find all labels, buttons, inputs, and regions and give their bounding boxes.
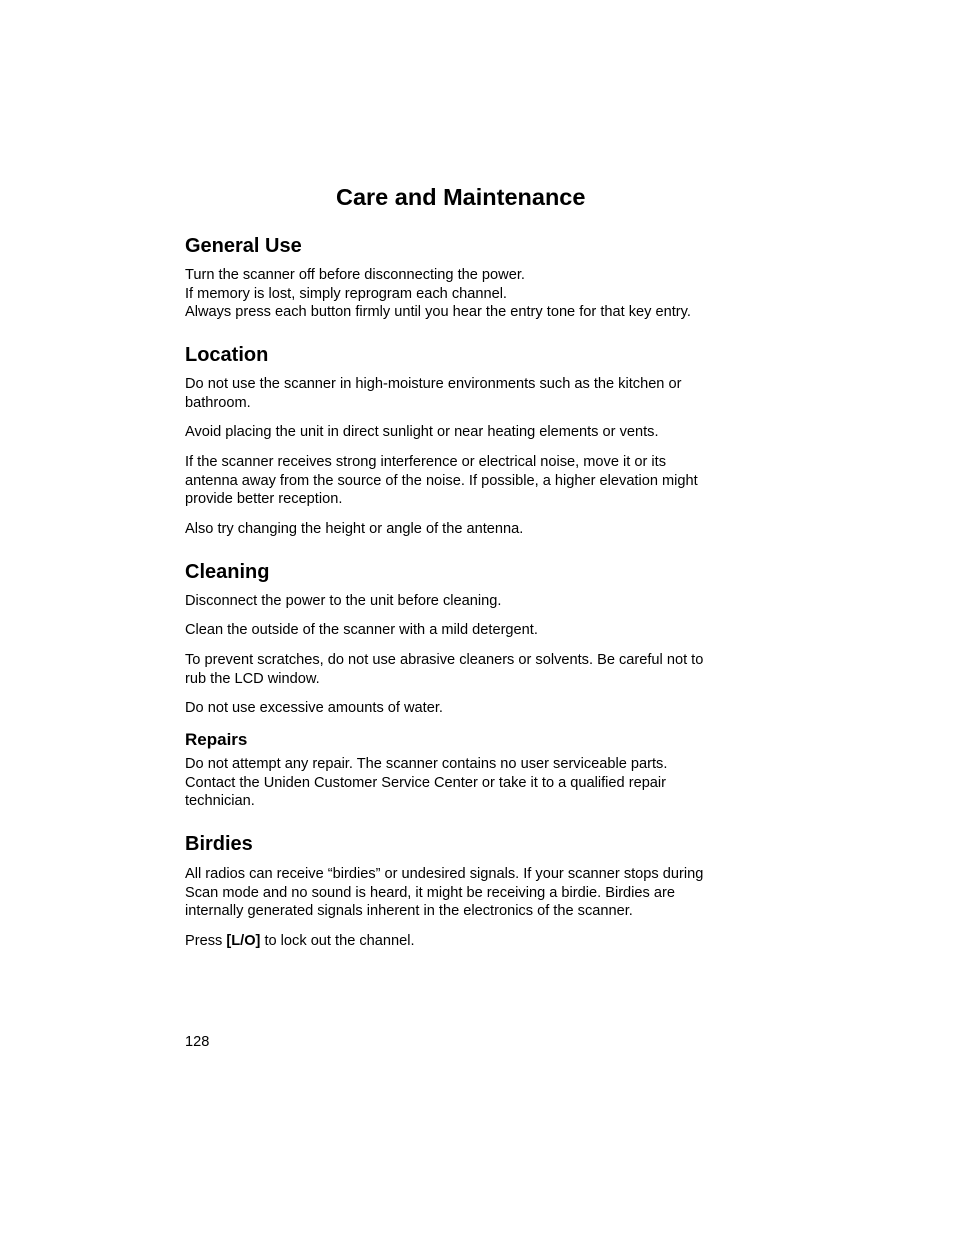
text-line: Do not use excessive amounts of water. <box>185 700 443 716</box>
text-line: Do not use the scanner in high-moisture environments such as the kitchen or <box>185 376 682 392</box>
cleaning-paragraph-3 <box>185 651 745 688</box>
cleaning-paragraph-2 <box>185 621 745 640</box>
subsection-heading-repairs: Repairs <box>185 730 248 749</box>
cleaning-paragraph-4 <box>185 699 745 718</box>
text-line: Avoid placing the unit in direct sunlight or near heating elements or vents. <box>185 424 659 440</box>
location-paragraph-1 <box>185 375 745 412</box>
repairs-paragraph <box>185 755 745 811</box>
text-line: Contact the Uniden Customer Service Center or take it to a qualified repair <box>185 774 667 791</box>
general-use-paragraph <box>185 266 745 322</box>
section-heading-cleaning: Cleaning <box>185 561 270 583</box>
page-title: Care and Maintenance <box>336 184 586 210</box>
text-line: technician. <box>185 793 255 810</box>
text-line: Always press each button firmly until you hear the entry tone for that key entry. <box>185 304 691 321</box>
text-line: Turn the scanner off before disconnecting the power. <box>185 267 525 283</box>
location-paragraph-2 <box>185 423 745 442</box>
text-line: Scan mode and no sound is heard, it might be receiving a birdie. Birdies are <box>185 884 675 901</box>
text-line: Disconnect the power to the unit before cleaning. <box>185 593 502 609</box>
text-line: Clean the outside of the scanner with a mild detergent. <box>185 622 538 638</box>
text-line: All radios can receive “birdies” or undesired signals. If your scanner stops during <box>185 866 704 882</box>
birdies-paragraph-1 <box>185 865 745 921</box>
section-heading-general-use: General Use <box>185 235 302 257</box>
text-line: To prevent scratches, do not use abrasive cleaners or solvents. Be careful not to <box>185 652 704 668</box>
text-run: to lock out the channel. <box>260 933 415 949</box>
text-line: provide better reception. <box>185 491 343 508</box>
birdies-paragraph-2 <box>185 932 745 951</box>
section-heading-location: Location <box>185 344 269 366</box>
text-line: rub the LCD window. <box>185 670 320 687</box>
text-line: antenna away from the source of the noise. If possible, a higher elevation might <box>185 472 698 489</box>
page-number: 128 <box>185 1034 210 1050</box>
text-run: Press <box>185 933 227 949</box>
text-line: internally generated signals inherent in the electronics of the scanner. <box>185 903 633 920</box>
text-line: Also try changing the height or angle of the antenna. <box>185 521 524 537</box>
text-line: If memory is lost, simply reprogram each channel. <box>185 285 507 302</box>
text-line: If the scanner receives strong interference or electrical noise, move it or its <box>185 454 666 470</box>
section-heading-birdies: Birdies <box>185 833 253 855</box>
location-paragraph-3 <box>185 453 745 509</box>
cleaning-paragraph-1 <box>185 592 745 611</box>
text-line: Do not attempt any repair. The scanner contains no user serviceable parts. <box>185 756 668 772</box>
location-paragraph-4 <box>185 520 745 539</box>
text-line <box>185 932 745 951</box>
key-label-lo: [L/O] <box>226 933 261 949</box>
text-line: bathroom. <box>185 394 251 411</box>
